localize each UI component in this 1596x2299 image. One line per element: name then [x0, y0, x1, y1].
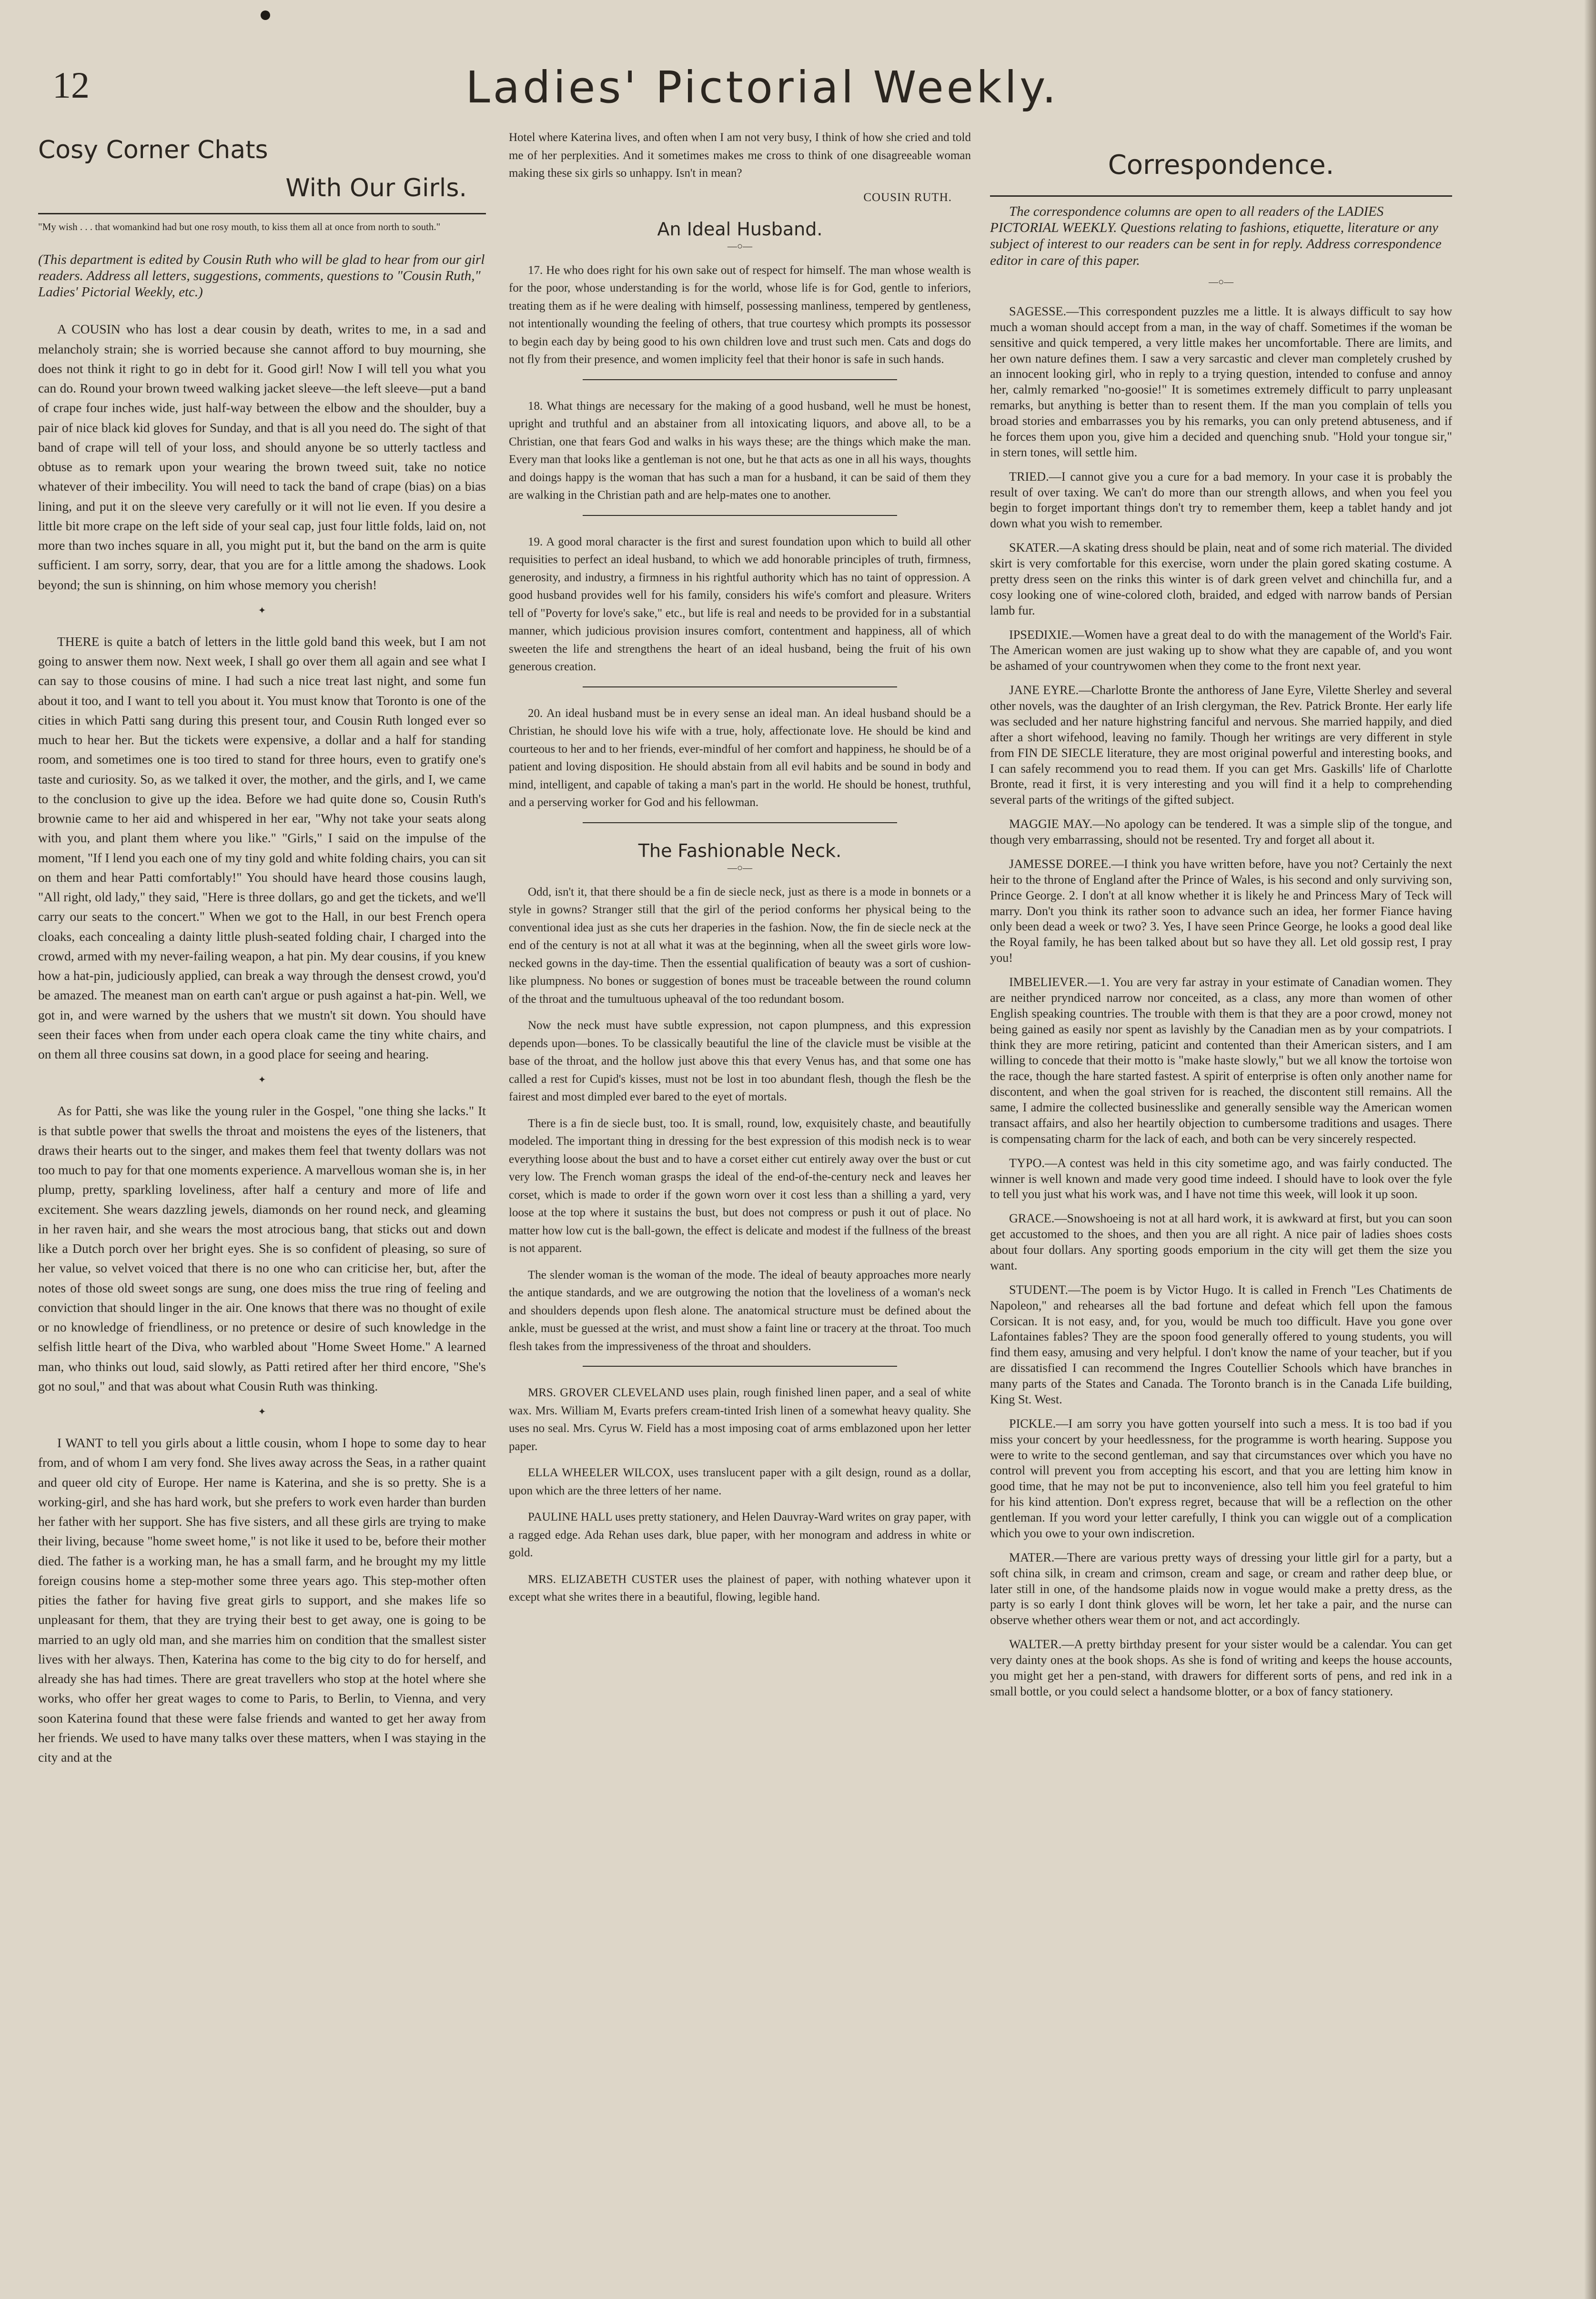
letter-reply — [990, 1211, 1452, 1274]
stationery-paragraph: ELLA WHEELER WILCOX, uses translucent paper with a gilt design, round as a dollar, upon which are the three letters of her name. — [509, 1466, 971, 1497]
section-ornament: ✦ — [258, 1407, 266, 1418]
correspondence-intro: The correspondence columns are open to all readers of the LADIES PICTORIAL WEEKLY. Questions relating to fashions, etiquette, literature or any subject of interest to our readers can be sent in for reply. Address correspondence editor in care of this paper. — [990, 204, 1442, 268]
section-ornament: ✦ — [258, 605, 266, 616]
paragraph-rule — [583, 822, 897, 823]
article-paragraph: Odd, isn't it, that there should be a fin de siecle neck, just as there is a mode in bonnets or a style in gowns? Stranger still that the girl of the period conforms her physical being to the conventional idea just as she cuts her draperies in the fashion. Now, the fin de siecle neck at the end of the century is not at all what it was at the beginning, when all the sweet girls wore low-necked gowns in the day-time. Then the essential qualification of beauty was a sort of cushion-like plumpness. No bones or suggestion of bones must be traceable between the round column of the throat and the tumultuous upheaval of the too redundant bosom. — [509, 885, 971, 1006]
article-paragraph: 20. An ideal husband must be in every sense an ideal man. An ideal husband should be a Christian, he should love his wife with a true, holy, affectionate love. He should be kind and courteous to her and to her friends, ever-mindful of her comfort and happiness, he should be of a patient and loving disposition. He should abstain from all evil habits and be sound in body and mind, intelligent, and capable of taking a man's part in the world. He should be honest, truthful, and a perserving worker for God and his fellowman. — [509, 706, 971, 809]
correspondent-name: TRIED. — [1009, 469, 1049, 484]
letter-reply — [990, 469, 1452, 532]
correspondent-name: STUDENT. — [1009, 1282, 1068, 1297]
column-cosy-corner — [38, 129, 486, 2282]
paragraph-rule — [583, 1366, 897, 1367]
correspondent-name: JAMESSE DOREE. — [1009, 857, 1111, 871]
reply-text: —A skating dress should be plain, neat and of some rich material. The divided skirt is very comfortable for this exercise, worn under the plain gored skating costume. A pretty dress seen on the rinks this winter is of dark green velvet and chinchilla fur, and a cosy looking one of wine-colored cloth, braided, and edged with narrow bands of Persian lamb fur. — [990, 541, 1452, 617]
epigraph: "My wish . . . that womankind had but one rosy mouth, to kiss them all at once from north to south." — [38, 221, 441, 233]
article-paragraph: There is a fin de siecle bust, too. It is small, round, low, exquisitely chaste, and beautifully modeled. The important thing in dressing for the best expression of this modish neck is to wear everything loose about the bust and to have a corset either cut entirely away over the bust or cut very low. The French woman grasps the ideal of the end-of-the-century neck and leaves her corset, which is made to order if the gown worn over it cost less than a shilling a yard, very loose at the top where it sustains the bust, but does not compress or push it out of place. No matter how low cut is the ball-gown, the effect is delicate and modest if the fullness of the breast is not apparent. — [509, 1117, 971, 1255]
correspondent-name: PICKLE. — [1009, 1416, 1056, 1431]
column-ideal-husband — [509, 129, 971, 2282]
article-paragraph: Now the neck must have subtle expression, not capon plumpness, and this expression depends upon—bones. To be classically beautiful the line of the clavicle must be visible at the base of the throat, and the hollow just above this that every Venus has, and that some one has called a rest for Cupid's kisses, must not be lost in too abundant flesh, though the flesh be the fairest and most dimpled ever bared to the eyet of mortals. — [509, 1019, 971, 1103]
section-heading-cosy-corner: Cosy Corner Chats — [38, 136, 268, 164]
article-paragraph: 19. A good moral character is the first and surest foundation upon which to build all other requisities to perfect an ideal husband, to which we add honorable principles of truth, firmness, generosity, and industry, a firmness in his rightful authority which has no taint of oppression. A good husband provides well for his family, considers his wife's comfort and pleasure. Writers tell of "Poverty for love's sake," etc., but life is real and needs to be provided for in a substantial manner, which judicious provision insures comfort, contentment and happiness, all of which sweeten the life and strengthens the heart of an ideal husband, being the fruit of his own generous creation. — [509, 535, 971, 673]
article-paragraph: 18. What things are necessary for the making of a good husband, well he must be honest, upright and truthful and an abstainer from all intoxicating liquors, and above all, to be a Christian, one that fears God and walks in his ways these; are the things which make the man. Every man that looks like a gentleman is not one, but he that acts as one in all his ways, thoughts and doings happy is the woman that has such a man for a husband, it can be said of them they are walking in the Christian path and are help-mates one to another. — [509, 399, 971, 502]
intro-ornament: —○— — [1208, 276, 1234, 287]
article-paragraph: I WANT to tell you girls about a little cousin, whom I hope to some day to hear from, and of whom I am very fond. She lives away across the Seas, in a rather quaint and queer old city of Europe. Her name is Katerina, and she is so pretty. She is a working-girl, and she has hard work, but she prefers to work even harder than burden her father with her support. She has five sisters, and all these girls are trying to make their living, because "home sweet home," is not like it used to be, before their mother died. The father is a working man, he has a small farm, and he brought my my little foreign cousins home a step-mother some three years ago. This step-mother often pities the father for having five great girls to support, and she makes life so unpleasant for them, that they are trying their best to get away, one is going to be married to an ugly old man, and she marries him on condition that the smallest sister lives with her always. Then, Katerina has come to the big city to do for herself, and already she has had times. There are great travellers who stop at the hotel where she works, who offer her great wages to come to Paris, to Berlin, to Vienna, and very soon Katerina found that these were false friends and wanted to get her away from her friends. We used to have many talks over these matters, when I was staying in the city and at the — [38, 1435, 486, 1765]
letter-reply — [990, 540, 1452, 618]
section-ornament: ✦ — [258, 1075, 266, 1086]
reply-text: —This correspondent puzzles me a little. It is always difficult to say how much a woman should accept from a man, in the way of chaff. Sometimes if the woman be sensitive and quick tempered, a very little makes her uncomfortable. There are limits, and her own nature defines them. I saw a very sarcastic and clever man completely crushed by an innocent looking girl, who in reply to a trying question, intended to confuse and annoy her, calmly remarked "no-goosie!" It is sometimes extremely difficult to parry unpleasant remarks, but anything is better than to resent them. If the man you complain of tells you broad stories and embarrasses you by his remarks, you can only pretend abtuseness, and if he forces them upon you, give him a decided and quenching snub. "Hold your tongue sir," in stern tones, will settle him. — [990, 304, 1452, 459]
correspondent-name: MAGGIE MAY. — [1009, 817, 1093, 831]
article-continuation: Hotel where Katerina lives, and often when I am not very busy, I think of how she cried and told me of her perplexities. And it sometimes makes me cross to think of one disagreeable woman making these six girls so unhappy. Isn't in mean? — [509, 131, 971, 180]
reply-text: —1. You are very far astray in your estimate of Canadian women. They are neither pryndiced narrow nor conceited, as a class, any more than women of other English speaking countries. The trouble with them is that they are a poor crowd, money not being gained as easily nor spent as lavishly by the Canadian men as by your compatriots. I think they are more retiring, paticint and contented than their American sisters, and I am willing to concede that their motto is "make haste slowly," but we all know the tortoise won the race, though the hare started fastest. A spirit of enterprise is often only another name for discontent, and when the goal striven for is reached, the discontent still remains. All the same, I admire the collected businesslike and generally sensible way the American women transact affairs, and also her heartily objection to cumbersome traditions and usages. There is compensating charm for the lack of each, and both can be very sincerely respected. — [990, 975, 1452, 1146]
letter-reply — [990, 1282, 1452, 1408]
reply-text: —The poem is by Victor Hugo. It is called in French "Les Chatiments de Napoleon," and rehearses all the bad fortune and defeat which fell upon the famous Corsican. It is not easy, and, for you, would be much too difficult. Have you gone over Lafontaines fables? They are the spoon food generally offered to young students, you will find them easy, amusing and very helpful. I don't know the name of your teacher, but if you are dissatisfied I can recommend the Ingres Coutellier Schools which have branches in many parts of the States and Canada. The Toronto branch is in the Canada Life building, King St. West. — [990, 1282, 1452, 1406]
correspondent-name: SKATER. — [1009, 541, 1060, 555]
letter-reply — [990, 975, 1452, 1147]
reply-text: —Charlotte Bronte the anthoress of Jane Eyre, Vilette Sherley and several other novels, was the daughter of an Irish clergyman, the Rev. Patrick Bronte. Her early life was secluded and her nature highstring fanciful and nervous. She married happily, and died after a short wifehood, leaving no family. Though her writings are very different in style from FIN DE SIECLE literature, they are most original powerful and interesting books, and I can safely recommend you to read them. If you can get Mrs. Gaskills' life of Charlotte Bronte, read it first, it is very interesting and you will find it a help to comprehending several parts of the writings of the gifted subject. — [990, 683, 1452, 807]
section-heading-correspondence: Correspondence. — [1108, 150, 1334, 181]
letter-reply — [990, 1416, 1452, 1542]
reply-text: —Snowshoeing is not at all hard work, it is awkward at first, but you can soon get accustomed to the shoes, and then you are all right. A nice pair of ladies shoes costs about four dollars. Any sporting goods emporium in the city will get them the size you want. — [990, 1211, 1452, 1272]
reply-text: —I cannot give you a cure for a bad memory. In your case it is probably the result of over taxing. We can't do more than our strength allows, and when you feel you begin to forget important things don't try to remember them, keep a tablet handy and jot down what you wish to remember. — [990, 469, 1452, 531]
heading-ornament: —○— — [727, 241, 753, 252]
correspondent-name: JANE EYRE. — [1009, 683, 1079, 697]
paragraph-rule — [583, 379, 897, 380]
reply-text: —There are various pretty ways of dressing your little girl for a party, but a soft china silk, in cream and crimson, cream and sage, or cream and rather deep blue, or later still in one, of the handsome plaids now in vogue would make a pretty dress, as the party is so early I dont think gloves will be worn, let her take a pair, and the nurse can observe whether others wear them or not, and act accordingly. — [990, 1550, 1452, 1627]
reply-text: —Women have a great deal to do with the management of the World's Fair. The American women are just waking up to show what they are capable of, and you wont be ashamed of your countrywomen when they come to the front next year. — [990, 627, 1452, 673]
reply-text: —A contest was held in this city sometime ago, and was fairly conducted. The winner is well known and made very good time indeed. I should have to look over the fyle to tell you just what his work was, and I have not time this week, will look it up soon. — [990, 1156, 1452, 1201]
heading-ornament: —○— — [727, 862, 753, 873]
page-spine-shadow — [1585, 0, 1596, 2299]
heading-rule — [38, 213, 486, 214]
letter-reply — [990, 627, 1452, 675]
letter-reply — [990, 1637, 1452, 1700]
reply-text: —A pretty birthday present for your sister would be a calendar. You can get very dainty ones at the book shops. As she is fond of writing and keeps the house accounts, you might get her a pen-stand, with drawers for different sorts of pens, and red ink in a small bottle, or you could select a handsome blotter, or a box of fancy stationery. — [990, 1637, 1452, 1698]
signature: COUSIN RUTH. — [863, 191, 952, 204]
paragraph-rule — [583, 686, 897, 687]
correspondent-name: SAGESSE. — [1009, 304, 1067, 318]
masthead-title: Ladies' Pictorial Weekly. — [465, 62, 1059, 113]
column-correspondence — [990, 129, 1452, 2282]
paragraph-rule — [583, 515, 897, 516]
correspondent-name: TYPO. — [1009, 1156, 1045, 1170]
correspondent-name: MATER. — [1009, 1550, 1055, 1564]
correspondent-name: IPSEDIXIE. — [1009, 627, 1072, 642]
reply-text: —I think you have written before, have you not? Certainly the next heir to the throne of England after the Prince of Wales, is his second and only surviving son, Prince George. 2. I don't at all know whether it is likely he and Princess Mary of Teck will marry. Don't you think its rather soon to advance such an idea, her former Fiance having only been dead a week or two? 3. Yes, I have seen Prince George, he looks a good deal like the Royal family, he has been talked about but so have they all. Let old gossip rest, I pray you! — [990, 857, 1452, 965]
letter-reply — [990, 1550, 1452, 1628]
correspondent-name: WALTER. — [1009, 1637, 1062, 1652]
heading-rule — [990, 195, 1452, 197]
page-number: 12 — [52, 64, 90, 106]
reply-text: —No apology can be tendered. It was a simple slip of the tongue, and though very embarrassing, should not be resented. Try and forget all about it. — [990, 817, 1452, 847]
article-paragraph: As for Patti, she was like the young ruler in the Gospel, "one thing she lacks." It is that subtle power that swells the throat and moistens the eyes of the listeners, that draws their hearts out to the singer, and makes them feel that twenty dollars was not too much to pay for that one moments experience. A marvellous woman she is, in her plump, pretty, sparkling loveliness, after half a century and more of life and excitement. She wears dazzling jewels, diamonds on her round neck, and gleaming in her raven hair, and she wears the most atrocious bang, that sticks out and down like a Dutch porch over her bright eyes. She is so confident of pleasing, so sure of her value, so velvet voiced that there is no one who can criticise her, but, after the notes of those old sweet songs are sung, one does miss the true ring of feeling and conviction that should linger in the air. One knows that there was no thought of exile or no knowledge of friendliness, or no pretence or desire of such knowledge in the selfish little heart of the Diva, who warbled about "Home Sweet Home." A learned man, who thinks out loud, said slowly, as Patti retired after her third encore, "She's got no soul," and that was about what Cousin Ruth was thinking. — [38, 1103, 486, 1393]
ink-dot — [261, 10, 270, 20]
section-heading-with-our-girls: With Our Girls. — [285, 173, 467, 202]
letter-reply — [990, 1156, 1452, 1203]
letter-reply — [990, 857, 1452, 966]
reply-text: —I am sorry you have gotten yourself into such a mess. It is too bad if you miss your concert by your heedlessness, for the programme is worth hearing. Suppose you were to write to the second gentleman, and say that circumstances over which you have no control will prevent you from accepting his escort, and that you are letting him know in good time, that he may not be put to inconvenience, also tell him you feel grateful to him for his kind attention. Don't express regret, because that will be a reflection on the other gentleman. If you word your letter carefully, I think you can wiggle out of a complication which you owe to your own indiscretion. — [990, 1416, 1452, 1540]
stationery-paragraph: MRS. ELIZABETH CUSTER uses the plainest of paper, with nothing whatever upon it except what she writes there in a beautiful, flowing, legible hand. — [509, 1573, 971, 1603]
stationery-paragraph: MRS. GROVER CLEVELAND uses plain, rough finished linen paper, and a seal of white wax. Mrs. William M, Evarts prefers cream-tinted Irish linen of a somewhat heavy quality. She uses no seal. Mrs. Cyrus W. Field has a most imposing coat of arms emblazoned upon her letter paper. — [509, 1386, 971, 1453]
letter-reply — [990, 817, 1452, 848]
letter-reply — [990, 683, 1452, 808]
correspondent-name: GRACE. — [1009, 1211, 1055, 1226]
article-paragraph: THERE is quite a batch of letters in the little gold band this week, but I am not going to answer them now. Next week, I shall go over them all again and see what I can say to those cousins of mine. I had such a nice treat last night, and some fun about it too, and I want to tell you about it. You must know that Toronto is one of the cities in which Patti sang during this present tour, and Cousin Ruth longed ever so much to hear her. But the tickets were expensive, a dollar and a half for standing room, and sometimes one is too tired to stand for three hours, even to gratify one's taste and curiosity. So, as we talked it over, the mother, and the girls, and I, we came to the conclusion to give up the idea. Before we had quite done so, Cousin Ruth's brownie came to her aid and whispered in her ear, "Why not take your seats along with you, and plant them where you like." "Girls," I said on the impulse of the moment, "If I lend you each one of my tiny gold and white folding chairs, you can sit on them and hear Patti comfortably!" You should have heard those cousins laugh, "All right, old lady," they said, "Here is three dollars, go and get the tickets, and we'll carry our seats to the concert." When we got to the Hall, in our best French opera cloaks, each concealing a dainty little plush-seated folding chair, I charged into the crowd, armed with my never-failing weapon, a hat pin. My dear cousins, if you knew how a hat-pin, judiciously applied, can break a way through the densest crowd, you'd be amazed. The meanest man on earth can't argue or push against a hat-pin. Well, we got in, and were warned by the ushers that we mustn't sit down. You should have seen their faces when from under each opera cloak came the tiny white chairs, and on them all three cousins sat down, in a good place for seeing and hearing. — [38, 634, 486, 1062]
correspondent-name: IMBELIEVER. — [1009, 975, 1088, 989]
letter-reply — [990, 304, 1452, 461]
article-paragraph: 17. He who does right for his own sake out of respect for himself. The man whose wealth is for the poor, whose understanding is for the world, whose life is for God, gentle to inferiors, treating them as if he were dealing with himself, possessing manliness, tempered by gentleness, not intentionally wounding the feeling of others, that true courtesy which prompts its possessor to begin each day by being good to his own children love and trust such men. Cats and dogs do not fly from their presence, and women implicity feel that their honor is safe in such hands. — [509, 263, 971, 366]
editor-note: (This department is edited by Cousin Ruth who will be glad to hear from our girl readers. Address all letters, suggestions, comments, questions to "Cousin Ruth," Ladies' Pictorial Weekly, etc.) — [38, 252, 485, 300]
article-paragraph: The slender woman is the woman of the mode. The ideal of beauty approaches more nearly the antique standards, and we are outgrowing the notion that the loveliness of a woman's neck and shoulders depends upon flesh alone. The anatomical structure must be defined about the ankle, must be guessed at the wrist, and must show a faint line or tracery at the throat. Too much flesh takes from the impressiveness of the throat and shoulders. — [509, 1268, 971, 1353]
article-paragraph: A COUSIN who has lost a dear cousin by death, writes to me, in a sad and melancholy strain; she is worried because she cannot afford to buy mourning, she does not think it right to go in debt for it. Good girl! Now I will tell you what you can do. Round your brown tweed walking jacket sleeve—the left sleeve—put a band of crape four inches wide, just half-way between the elbow and the shoulder, buy a pair of nice black kid gloves for Sunday, and that is all you need do. The sight of that band of crape will tell of your loss, and should anyone be so utterly tactless and obtuse as to remark upon your wearing the brown tweed suit, take no notice whatever of their imbecility. You will need to tack the band of crape (bias) on a bias lining, and put it on the sleeve very carefully or it will not lie even. If you desire a little bit more crape on the left side of your seal cap, just four little folds, laid on, not more than two inches square in all, you might put it, but the band on the arm is quite sufficient. I am sorry, sorry, dear, that you are for a little among the shadows. Look beyond; the sun is shinning, on him whose memory you cherish! — [38, 322, 486, 592]
article-heading-fashionable-neck: The Fashionable Neck. — [638, 840, 842, 861]
article-heading-ideal-husband: An Ideal Husband. — [657, 218, 823, 240]
stationery-paragraph: PAULINE HALL uses pretty stationery, and Helen Dauvray-Ward writes on gray paper, with a ragged edge. Ada Rehan uses dark, blue paper, with her monogram and address in white or gold. — [509, 1511, 971, 1559]
